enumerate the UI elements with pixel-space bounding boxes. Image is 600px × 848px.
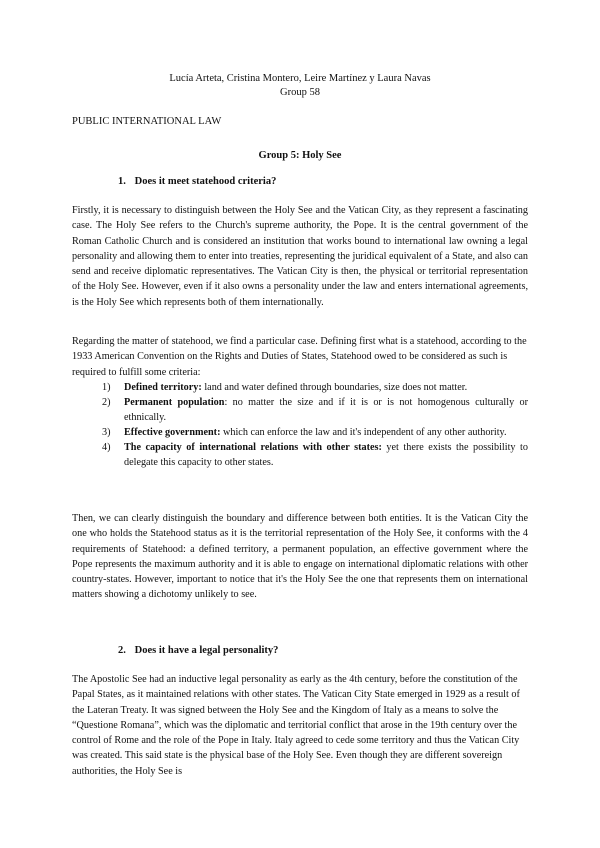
criterion-text: which can enforce the law and it's independent of any other authority. (220, 427, 507, 438)
section-1-paragraph-3: Then, we can clearly distinguish the boundary and difference between both entities. It is the Vatican City the one who holds the Statehood status as it is the territorial representation of the Holy See, it conforms with the 4 requirements of Statehood: a defined territory, a permanent population, an effective government where the Pope represents the maximum authority and it is able to engage on international diplomatic relations with other country-states. However, important to notice that it's the Holy See the one that represents them on international matters showing a dichotomy unlikely to see. (72, 513, 528, 601)
criterion-item (102, 440, 528, 470)
group-title: Group 5: Holy See (258, 150, 342, 161)
criterion-text: : no matter the size and if it is or is not homogenous culturally or ethnically. (124, 397, 528, 423)
section-2-number: 2. (118, 645, 126, 656)
section-1-heading (118, 176, 276, 187)
criterion-number: 1) (102, 382, 111, 393)
course-title: PUBLIC INTERNATIONAL LAW (72, 116, 222, 127)
criterion-number: 2) (102, 397, 111, 408)
group-number: Group 58 (280, 87, 320, 98)
author-block (0, 72, 600, 100)
section-1-title: Does it meet statehood criteria? (134, 176, 277, 187)
section-1-number: 1. (118, 176, 126, 187)
criterion-number: 3) (102, 427, 111, 438)
statehood-criteria-list (102, 380, 528, 470)
criterion-item (102, 395, 528, 425)
section-2-title: Does it have a legal personality? (134, 645, 279, 656)
criterion-item (102, 425, 528, 440)
criterion-term: The capacity of international relations with other states: (124, 442, 382, 453)
criterion-term: Defined territory: (124, 382, 202, 393)
criterion-term: Permanent population (124, 397, 225, 408)
section-2-paragraph-1: The Apostolic See had an inductive legal personality as early as the 4th century, before the constitution of the Papal States, as it maintained relations with other states. The Vatican City State emerged in 1929 as a result of the Lateran Treaty. It was signed between the Holy See and the Kingdom of Italy as a means to solve the “Questione Romana”, which was the diplomatic and territorial conflict that arose in the 19th century over the control of Rome and the role of the Pope in Italy. Italy agreed to cede some territory and thus the Vatican City was created. This said state is the physical base of the Holy See. Even though they are different sovereign authorities, the Holy See is (72, 674, 520, 777)
criterion-item (102, 380, 528, 395)
criterion-term: Effective government: (124, 427, 221, 438)
section-1-paragraph-1: Firstly, it is necessary to distinguish between the Holy See and the Vatican City, as they represent a fascinating case. The Holy See refers to the Church's supreme authority, the Pope. It is the central government of the Roman Catholic Church and is considered an institution that works bound to international law owning a legal personality and allowing them to enter into treaties, representing the juridical equivalent of a State, and also can send and receive diplomatic representatives. The Vatican City is then, the physical or territorial representation of the Holy See. However, even if it also owns a personality under the law and enters international agreements, is the Holy See which represents both of them internationally. (72, 205, 528, 308)
criterion-number: 4) (102, 442, 111, 453)
section-2-heading (118, 645, 278, 656)
criterion-text: yet there exists the possibility to delegate this capacity to other states. (124, 442, 528, 468)
criterion-text: land and water defined through boundaries, size does not matter. (201, 382, 468, 393)
section-1-paragraph-2: Regarding the matter of statehood, we find a particular case. Defining first what is a statehood, according to the 1933 American Convention on the Rights and Duties of States, Statehood owed to be considered as such is required to fulfill some criteria: (72, 336, 527, 378)
authors-line: Lucía Arteta, Cristina Montero, Leire Martínez y Laura Navas (169, 73, 431, 84)
